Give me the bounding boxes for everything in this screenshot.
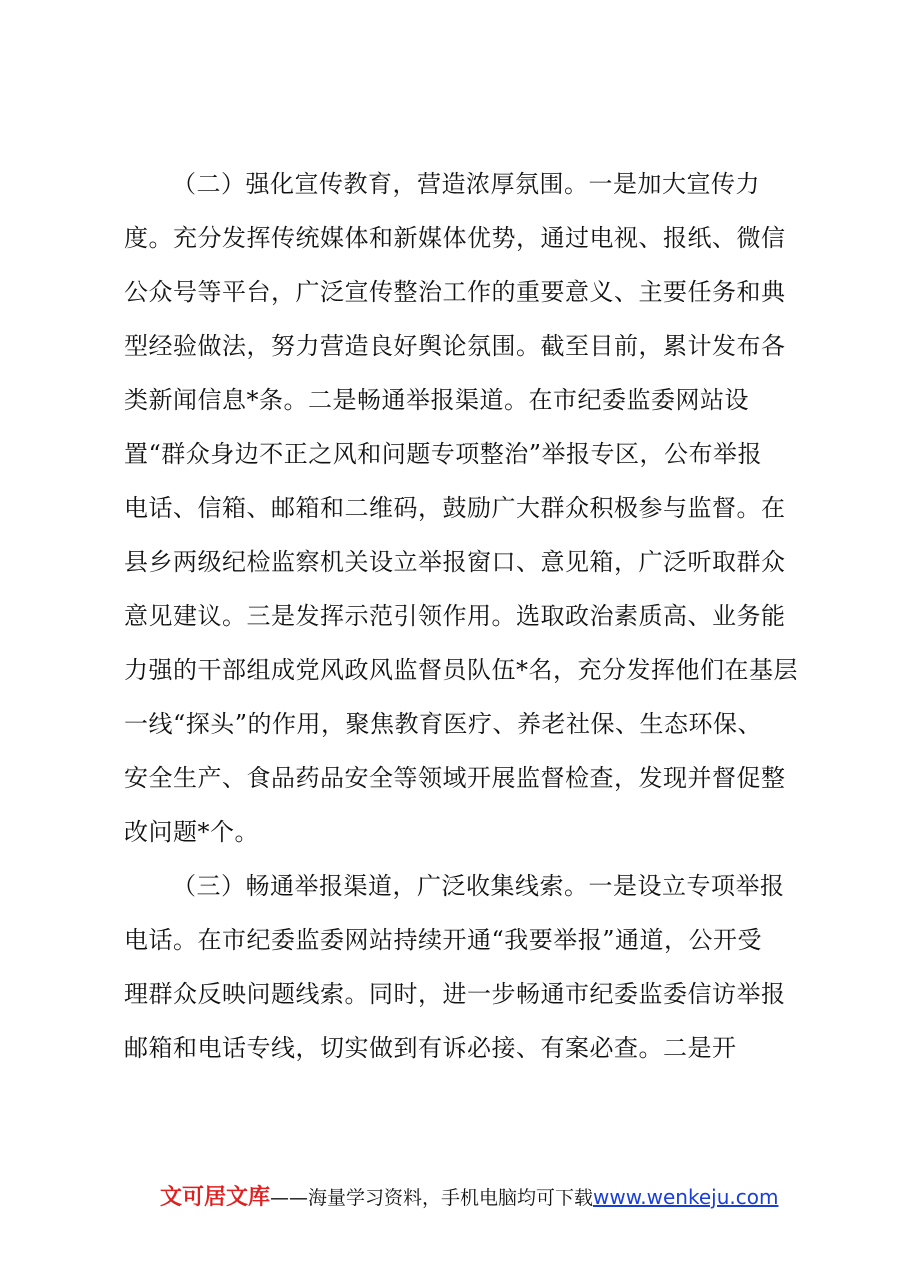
paragraph-2-line-13: 改问题*个。 [124, 818, 259, 846]
paragraph-2-line-6: 置“群众身边不正之风和问题专项整治”举报专区，公布举报 [124, 440, 763, 468]
footer-brand: 文可居文库 [160, 1185, 271, 1210]
paragraph-2-line-2: 度。充分发挥传统媒体和新媒体优势，通过电视、报纸、微信 [124, 224, 786, 252]
footer-url-link[interactable]: www.wenkeju.com [593, 1185, 779, 1209]
paragraph-2-line-7: 电话、信箱、邮箱和二维码，鼓励广大群众积极参与监督。在 [124, 494, 786, 522]
paragraph-2-line-3: 公众号等平台，广泛宣传整治工作的重要意义、主要任务和典 [124, 278, 786, 306]
paragraph-2-line-9: 意见建议。三是发挥示范引领作用。选取政治素质高、业务能 [124, 602, 786, 630]
footer-tagline: ——海量学习资料，手机电脑均可下载 [270, 1187, 594, 1209]
footer-banner [160, 1180, 778, 1214]
paragraph-3-line-2: 电话。在市纪委监委网站持续开通“我要举报”通道，公开受 [124, 926, 763, 954]
paragraph-3-line-4: 邮箱和电话专线，切实做到有诉必接、有案必查。二是开 [124, 1034, 737, 1062]
paragraph-3-line-3: 理群众反映问题线索。同时，进一步畅通市纪委监委信访举报 [124, 980, 786, 1008]
paragraph-2-line-5: 类新闻信息*条。二是畅通举报渠道。在市纪委监委网站设 [124, 386, 749, 414]
paragraph-2-line-4: 型经验做法，努力营造良好舆论氛围。截至目前，累计发布各 [124, 332, 786, 360]
paragraph-2-line-11: 一线“探头”的作用，聚焦教育医疗、养老社保、生态环保、 [124, 710, 763, 738]
paragraph-2-line-1: （二）强化宣传教育，营造浓厚氛围。一是加大宣传力 [172, 170, 760, 198]
paragraph-2-line-12: 安全生产、食品药品安全等领域开展监督检查，发现并督促整 [124, 764, 786, 792]
paragraph-2-line-10: 力强的干部组成党风政风监督员队伍*名，充分发挥他们在基层 [124, 656, 798, 684]
paragraph-2-line-8: 县乡两级纪检监察机关设立举报窗口、意见箱，广泛听取群众 [124, 548, 786, 576]
paragraph-3-line-1: （三）畅通举报渠道，广泛收集线索。一是设立专项举报 [172, 872, 785, 900]
